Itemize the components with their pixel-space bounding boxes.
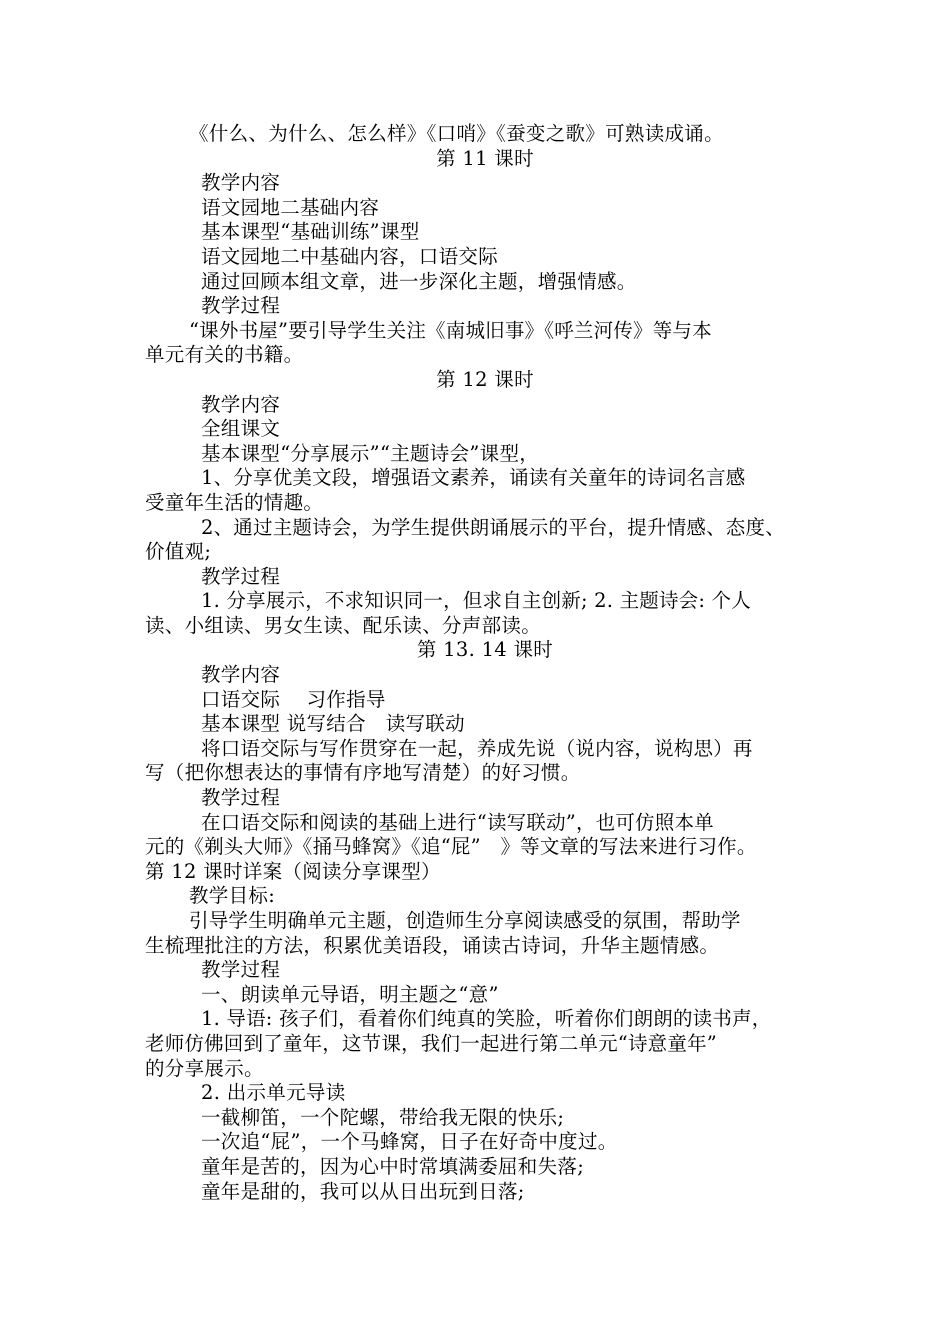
text-line: 童年是甜的，我可以从日出玩到日落; [201, 1179, 525, 1203]
text-line: 基本课型“基础训练”课型 [201, 220, 420, 244]
text-line: 童年是苦的，因为心中时常填满委屈和失落; [201, 1154, 585, 1178]
text-line: 将口语交际与写作贯穿在一起，养成先说（说内容，说构思）再 [201, 736, 753, 760]
text-line: 教学内容 [201, 392, 281, 416]
text-line: 教学目标: [189, 884, 276, 908]
text-line: 语文园地二中基础内容，口语交际 [201, 244, 499, 268]
text-line: 元的《剃头大师》《捅马蜂窝》《追“屁” 》等文章的写法来进行习作。 [145, 835, 757, 859]
text-line: 引导学生明确单元主题，创造师生分享阅读感受的氛围，帮助学 [189, 909, 741, 932]
text-line: 教学过程 [201, 564, 281, 588]
text-line: 的分享展示。 [145, 1056, 264, 1080]
text-line: 1. 分享展示，不求知识同一，但求自主创新; 2. 主题诗会: 个人 [201, 589, 751, 613]
text-line: 全组课文 [201, 417, 281, 441]
text-line: 《什么、为什么、怎么样》《口哨》《蚕变之歌》可熟读成诵。 [189, 122, 724, 145]
section-heading: 第 12 课时详案（阅读分享课型） [145, 859, 441, 883]
section-heading: 第 13. 14 课时 [416, 638, 554, 662]
text-line: 写（把你想表达的事情有序地写清楚）的好习惯。 [145, 761, 581, 785]
text-line: 教学过程 [201, 786, 281, 810]
text-line: 1、分享优美文段，增强语文素养，诵读有关童年的诗词名言感 [201, 466, 746, 490]
text-line: 1. 导语: 孩子们，看着你们纯真的笑脸，听着你们朗朗的读书声， [201, 1007, 772, 1031]
text-line: 在口语交际和阅读的基础上进行“读写联动”，也可仿照本单 [201, 810, 714, 834]
text-line: 基本课型 说写结合 读写联动 [201, 712, 465, 736]
text-line: 2. 出示单元导读 [201, 1081, 346, 1105]
text-line: “课外书屋”要引导学生关注《南城旧事》《呼兰河传》等与本 [189, 318, 712, 342]
text-line: 受童年生活的情趣。 [145, 490, 324, 514]
text-line: 通过回顾本组文章，进一步深化主题，增强情感。 [201, 269, 637, 293]
text-line: 一截柳笛，一个陀螺，带给我无限的快乐; [201, 1105, 565, 1129]
text-line: 教学过程 [201, 294, 281, 318]
text-line: 语文园地二基础内容 [201, 195, 380, 219]
text-line: 教学内容 [201, 171, 281, 195]
text-line: 读、小组读、男女生读、配乐读、分声部读。 [145, 613, 542, 637]
text-line: 教学内容 [201, 663, 281, 687]
text-line: 单元有关的书籍。 [145, 343, 304, 367]
text-line: 老师仿佛回到了童年，这节课，我们一起进行第二单元“诗意童年” [145, 1031, 717, 1055]
text-line: 生梳理批注的方法，积累优美语段，诵读古诗词，升华主题情感。 [145, 933, 720, 957]
section-heading: 第 11 课时 [436, 146, 534, 170]
text-line: 2、通过主题诗会，为学生提供朗诵展示的平台，提升情感、态度、 [201, 515, 785, 539]
text-line: 基本课型“分享展示”“主题诗会”课型， [201, 441, 540, 465]
text-line: 教学过程 [201, 958, 281, 982]
text-line: 一次追“屁”，一个马蜂窝，日子在好奇中度过。 [201, 1130, 618, 1154]
text-line: 口语交际 习作指导 [201, 687, 386, 711]
text-line: 价值观; [145, 540, 212, 564]
section-heading: 第 12 课时 [436, 367, 534, 391]
text-line: 一、朗读单元导语，明主题之“意” [201, 982, 499, 1006]
document-page [145, 122, 825, 1204]
